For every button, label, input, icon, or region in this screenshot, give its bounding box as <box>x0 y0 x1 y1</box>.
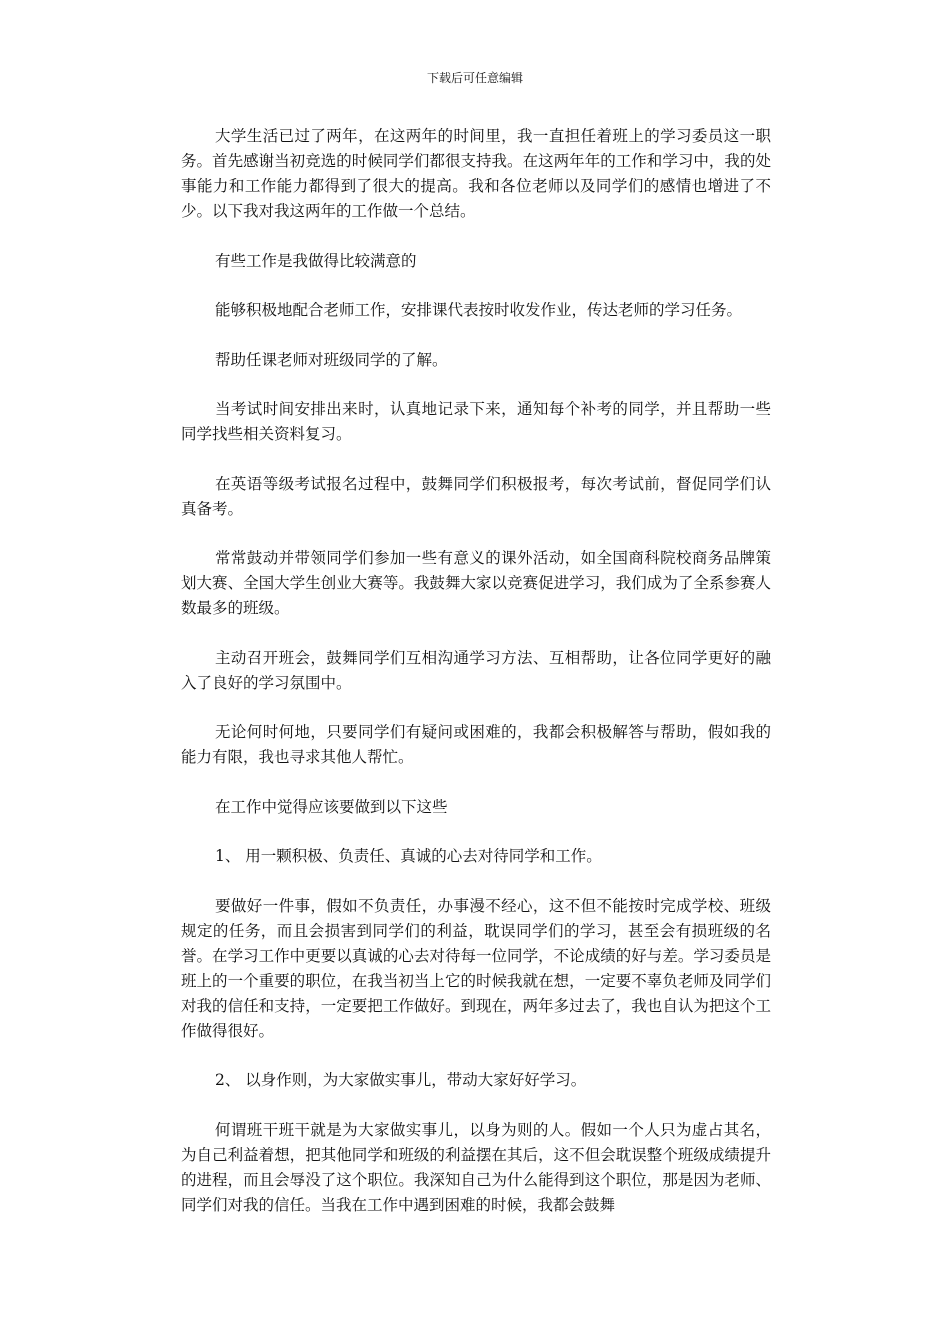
point-two-heading: 2、 以身作则，为大家做实事儿，带动大家好好学习。 <box>215 1071 587 1089</box>
satisfied-work-heading: 有些工作是我做得比较满意的 <box>215 251 417 270</box>
point-one-body: 要做好一件事，假如不负责任，办事漫不经心，这不但不能按时完成学校、班级规定的任务，而且会损害到同学们的利益，耽误同学们的学习，甚至会有损班级的名誉。在学习工作中更要以真诚的心去对待每一位同学，不论成绩的好与差。学习委员是班上的一个重要的职位，在我当初当上它的时候我就在想，一定要不辜负老师及同学们对我的信任和支持，一定要把工作做好。到现在，两年多过去了，我也自认为把这个工作做得很好。 <box>181 896 771 1040</box>
work-item-paragraph: 在英语等级考试报名过程中，鼓舞同学们积极报考，每次考试前，督促同学们认真备考。 <box>181 474 771 518</box>
page-header-note: 下载后可任意编辑 <box>426 71 523 85</box>
should-do-heading: 在工作中觉得应该要做到以下这些 <box>215 797 448 816</box>
work-item-paragraph: 当考试时间安排出来时，认真地记录下来，通知每个补考的同学，并且帮助一些同学找些相关资料复习。 <box>181 400 771 443</box>
point-one-heading: 1、 用一颗积极、负责任、真诚的心去对待同学和工作。 <box>215 847 602 865</box>
work-item-paragraph: 能够积极地配合老师工作，安排课代表按时收发作业，传达老师的学习任务。 <box>215 301 743 319</box>
work-item-paragraph: 常常鼓动并带领同学们参加一些有意义的课外活动，如全国商科院校商务品牌策划大赛、全国大学生创业大赛等。我鼓舞大家以竞赛促进学习，我们成为了全系参赛人数最多的班级。 <box>181 549 771 617</box>
work-item-paragraph: 无论何时何地，只要同学们有疑问或困难的，我都会积极解答与帮助，假如我的能力有限，我也寻求其他人帮忙。 <box>181 723 771 766</box>
work-item-paragraph: 主动召开班会，鼓舞同学们互相沟通学习方法、互相帮助，让各位同学更好的融入了良好的学习氛围中。 <box>181 648 771 692</box>
intro-paragraph: 大学生活已过了两年，在这两年的时间里，我一直担任着班上的学习委员这一职务。首先感谢当初竞选的时候同学们都很支持我。在这两年年的工作和学习中，我的处事能力和工作能力都得到了很大的提高。我和各位老师以及同学们的感情也增进了不少。以下我对我这两年的工作做一个总结。 <box>181 127 771 220</box>
point-two-body: 何谓班干班干就是为大家做实事儿，以身为则的人。假如一个人只为虚占其名，为自己利益着想，把其他同学和班级的利益摆在其后，这不但会耽误整个班级成绩提升的进程，而且会辱没了这个职位。我深知自己为什么能得到这个职位，那是因为老师、同学们对我的信任。当我在工作中遇到困难的时候，我都会鼓舞 <box>181 1120 771 1214</box>
document-body <box>181 124 771 1242</box>
work-item-paragraph: 帮助任课老师对班级同学的了解。 <box>215 350 448 369</box>
